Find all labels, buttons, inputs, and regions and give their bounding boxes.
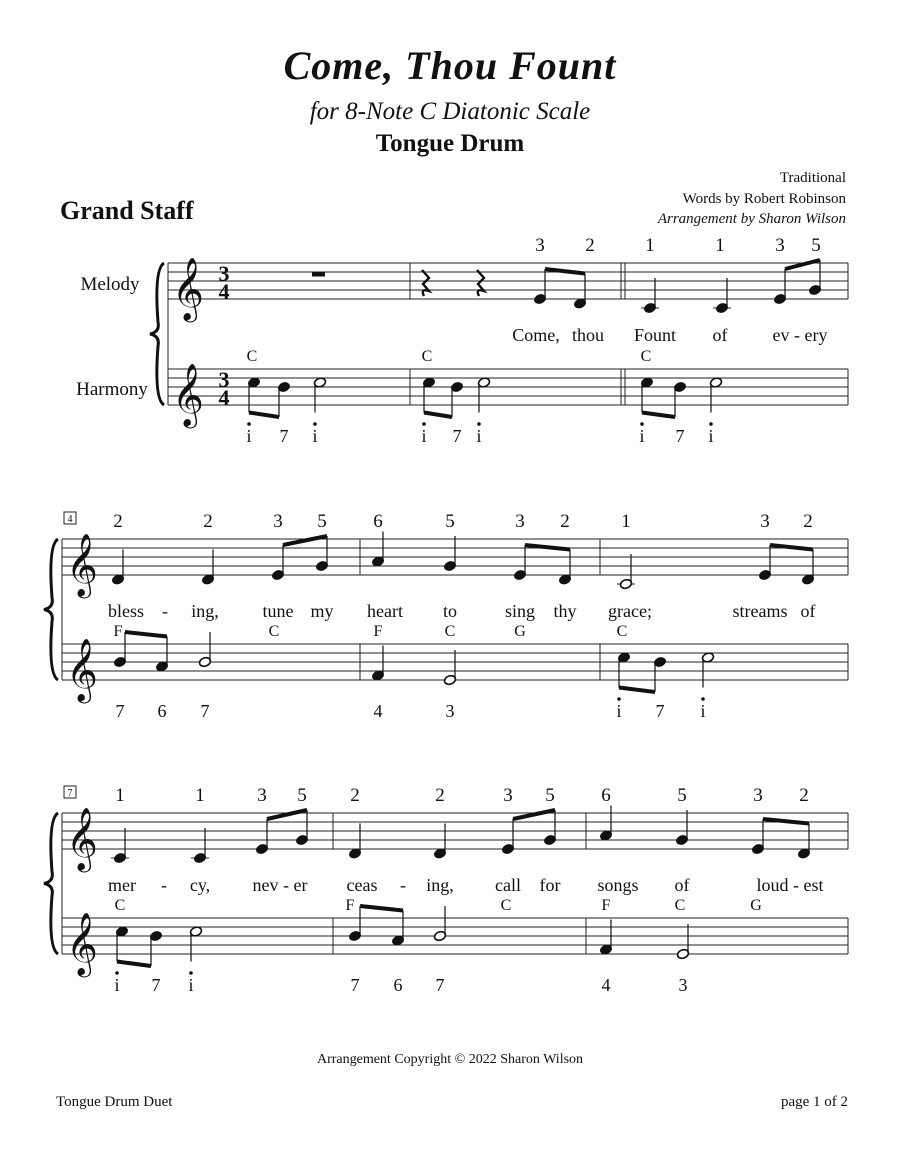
lyric: heart	[367, 601, 403, 621]
lyric: to	[442, 601, 458, 621]
tongue-drum-number: 2	[435, 785, 445, 806]
harmony-drum-number: i	[114, 975, 120, 995]
harmony-drum-number: 4	[373, 701, 383, 721]
treble-clef: 𝄞	[66, 535, 98, 595]
harmony-drum-number: 7	[452, 426, 462, 446]
tongue-drum-number: 5	[445, 511, 455, 532]
harmony-drum-number: 7	[200, 701, 210, 721]
lyric: thou	[571, 325, 605, 345]
quarter-rest	[477, 270, 484, 296]
lyric: ceas	[346, 875, 378, 895]
credit-traditional: Traditional	[779, 170, 846, 186]
lyric: Fount	[633, 325, 677, 345]
note-beam	[360, 906, 403, 911]
lyric: ev - ery	[772, 325, 828, 345]
tongue-drum-number: 3	[775, 235, 785, 256]
harmony-drum-number: i	[708, 426, 714, 446]
part-label-melody: Melody	[80, 274, 140, 295]
tongue-drum-number: 3	[257, 785, 267, 806]
song-subtitle: for 8-Note C Diatonic Scale	[309, 98, 591, 125]
tongue-drum-number: 1	[621, 511, 631, 532]
lyric: mer	[108, 875, 136, 895]
lyric: songs	[597, 875, 639, 895]
chord-symbol: F	[113, 623, 123, 640]
tongue-drum-number: 2	[113, 511, 123, 532]
note-beam	[267, 810, 307, 819]
chord-symbol: C	[640, 348, 652, 365]
harmony-drum-number: 6	[393, 975, 403, 995]
lyric: ing,	[426, 875, 454, 895]
note-beam	[424, 413, 452, 418]
chord-symbol: F	[601, 897, 611, 914]
lyric: of	[674, 875, 690, 895]
harmony-drum-number: 6	[157, 701, 167, 721]
tongue-drum-number: 3	[515, 511, 525, 532]
note-beam	[125, 632, 167, 637]
tongue-drum-number: 6	[601, 785, 611, 806]
grand-staff-brace	[150, 263, 164, 405]
lyric: -	[161, 875, 167, 895]
harmony-drum-number: 7	[350, 975, 360, 995]
tongue-drum-number: 2	[350, 785, 360, 806]
chord-symbol: C	[421, 348, 433, 365]
footer-left: Tongue Drum Duet	[56, 1094, 173, 1110]
tongue-drum-number: 5	[811, 235, 821, 256]
note-beam	[619, 688, 655, 693]
lyric: tune	[262, 601, 294, 621]
harmony-drum-number: i	[312, 426, 318, 446]
note-beam	[642, 413, 675, 418]
harmony-drum-number: i	[476, 426, 482, 446]
lyric: streams	[732, 601, 788, 621]
lyric: of	[800, 601, 816, 621]
grand-staff-brace	[44, 813, 58, 954]
lyric: for	[539, 875, 561, 895]
credit-arrangement: Arrangement by Sharon Wilson	[657, 211, 846, 227]
whole-rest	[312, 272, 325, 277]
harmony-drum-number: 7	[151, 975, 161, 995]
chord-symbol: F	[373, 623, 383, 640]
time-signature-bottom: 4	[218, 279, 230, 304]
chord-symbol: C	[268, 623, 280, 640]
note-beam	[525, 545, 570, 550]
measure-number: 4	[67, 514, 73, 525]
chord-symbol: F	[345, 897, 355, 914]
harmony-drum-number: i	[421, 426, 427, 446]
chord-symbol: C	[500, 897, 512, 914]
lyric: sing	[504, 601, 536, 621]
note-beam	[283, 536, 327, 545]
lyric: grace;	[608, 601, 652, 621]
tongue-drum-number: 6	[373, 511, 383, 532]
lyric: nev - er	[252, 875, 308, 895]
note-beam	[785, 260, 820, 269]
lyric: of	[712, 325, 728, 345]
lyric: cy,	[189, 875, 211, 895]
chord-symbol: C	[246, 348, 258, 365]
tongue-drum-number: 3	[503, 785, 513, 806]
harmony-drum-number: 7	[279, 426, 289, 446]
lyric: bless	[108, 601, 144, 621]
chord-symbol: G	[750, 897, 762, 914]
note-beam	[770, 545, 813, 550]
harmony-drum-number: 7	[675, 426, 685, 446]
harmony-drum-number: 3	[445, 701, 455, 721]
harmony-drum-number: 3	[678, 975, 688, 995]
chord-symbol: C	[616, 623, 628, 640]
time-signature-top: 3	[218, 367, 230, 392]
harmony-drum-number: i	[700, 701, 706, 721]
tongue-drum-number: 3	[753, 785, 763, 806]
staff-heading: Grand Staff	[60, 196, 194, 225]
harmony-drum-number: i	[616, 701, 622, 721]
measure-number: 7	[67, 788, 73, 799]
tongue-drum-number: 5	[677, 785, 687, 806]
chord-symbol: C	[674, 897, 686, 914]
tongue-drum-number: 1	[645, 235, 655, 256]
song-title: Come, Thou Fount	[283, 43, 617, 88]
instrument-name: Tongue Drum	[375, 130, 525, 157]
harmony-drum-number: 7	[115, 701, 125, 721]
note-beam	[763, 819, 809, 824]
tongue-drum-number: 1	[195, 785, 205, 806]
harmony-drum-number: i	[639, 426, 645, 446]
note-beam	[513, 810, 555, 819]
chord-symbol: C	[444, 623, 456, 640]
tongue-drum-number: 1	[715, 235, 725, 256]
harmony-drum-number: 7	[655, 701, 665, 721]
grand-staff-brace	[44, 539, 58, 680]
time-signature-top: 3	[218, 261, 230, 286]
harmony-drum-number: 4	[601, 975, 611, 995]
treble-clef: 𝄞	[66, 914, 98, 974]
lyric: my	[310, 601, 334, 621]
tongue-drum-number: 5	[317, 511, 327, 532]
credit-words: Words by Robert Robinson	[682, 191, 846, 207]
lyric: -	[162, 601, 168, 621]
harmony-drum-number: i	[246, 426, 252, 446]
tongue-drum-number: 3	[535, 235, 545, 256]
tongue-drum-number: 2	[560, 511, 570, 532]
quarter-rest	[422, 270, 429, 296]
harmony-drum-number: i	[188, 975, 194, 995]
note-beam	[117, 962, 151, 967]
page-number: page 1 of 2	[780, 1094, 848, 1110]
lyric: call	[495, 875, 521, 895]
tongue-drum-number: 1	[115, 785, 125, 806]
chord-symbol: C	[114, 897, 126, 914]
treble-clef: 𝄞	[172, 259, 204, 319]
lyric: ing,	[191, 601, 219, 621]
tongue-drum-number: 2	[585, 235, 595, 256]
chord-symbol: G	[514, 623, 526, 640]
tongue-drum-number: 3	[760, 511, 770, 532]
tongue-drum-number: 2	[799, 785, 809, 806]
lyric: thy	[553, 601, 577, 621]
harmony-drum-number: 7	[435, 975, 445, 995]
treble-clef: 𝄞	[66, 640, 98, 700]
copyright-notice: Arrangement Copyright © 2022 Sharon Wilson	[316, 1052, 584, 1067]
treble-clef: 𝄞	[66, 809, 98, 869]
note-beam	[249, 413, 279, 418]
lyric: Come,	[512, 325, 560, 345]
note-beam	[545, 269, 585, 274]
tongue-drum-number: 2	[803, 511, 813, 532]
lyric: loud - est	[756, 875, 824, 895]
tongue-drum-number: 3	[273, 511, 283, 532]
tongue-drum-number: 2	[203, 511, 213, 532]
treble-clef: 𝄞	[172, 365, 204, 425]
lyric: -	[400, 875, 406, 895]
part-label-harmony: Harmony	[76, 379, 148, 400]
time-signature-bottom: 4	[218, 385, 230, 410]
tongue-drum-number: 5	[545, 785, 555, 806]
tongue-drum-number: 5	[297, 785, 307, 806]
